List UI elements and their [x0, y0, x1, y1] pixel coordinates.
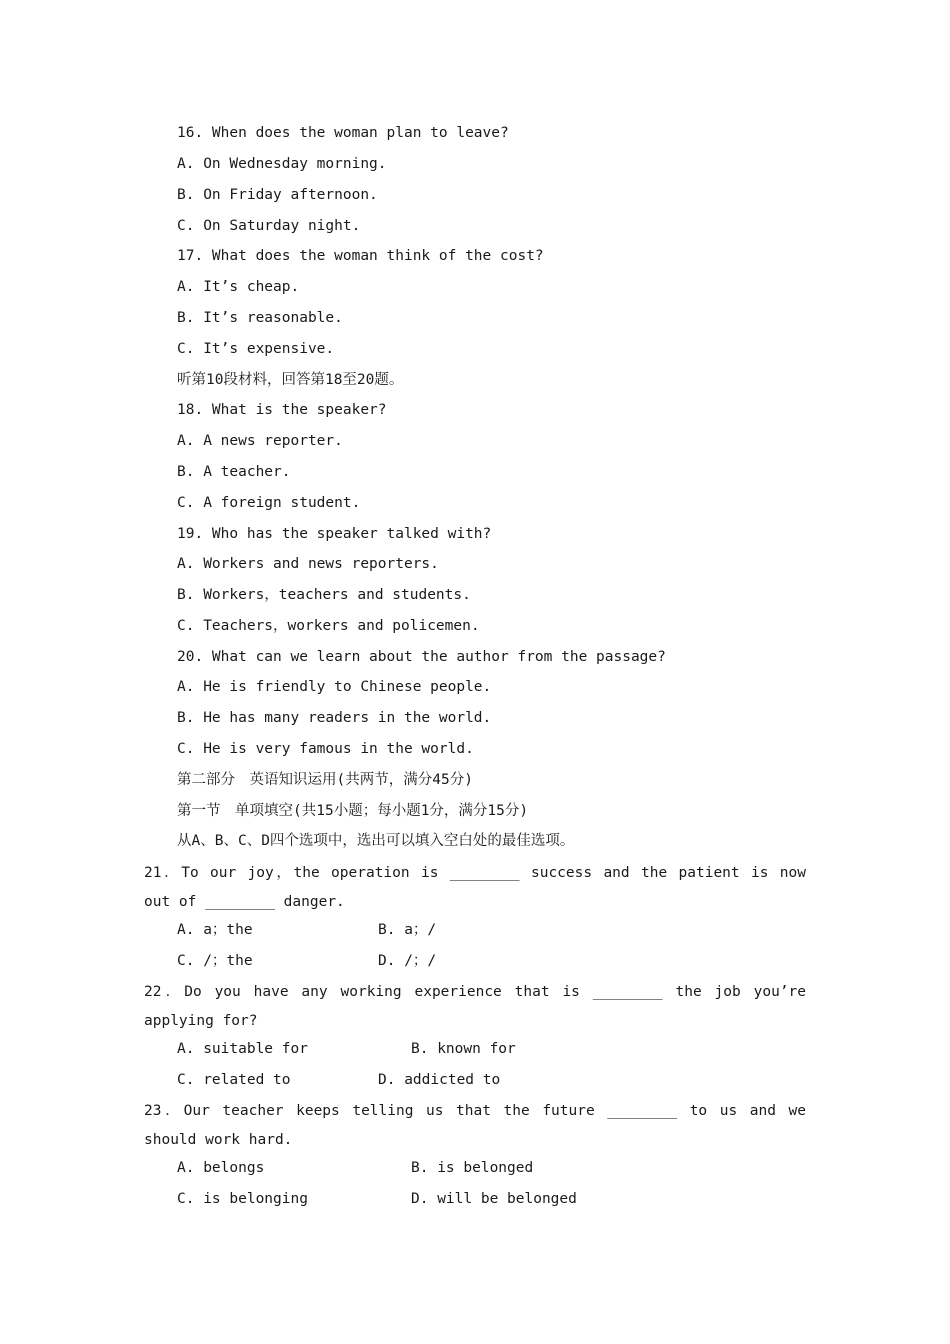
question-21-line-1: 21．To our joy，the operation is ________ success and the patient is now: [144, 865, 806, 881]
option-22a: A. suitable for: [177, 1041, 308, 1057]
option-22b: B. known for: [411, 1041, 516, 1057]
option-18a: A. A news reporter.: [177, 433, 343, 449]
option-19b: B. Workers，teachers and students.: [177, 587, 471, 603]
option-21b: B. a；/: [378, 922, 437, 938]
option-23a: A. belongs: [177, 1160, 265, 1176]
option-16b: B. On Friday afternoon.: [177, 187, 378, 203]
option-17b: B. It’s reasonable.: [177, 310, 343, 326]
option-16c: C. On Saturday night.: [177, 218, 361, 234]
option-16a: A. On Wednesday morning.: [177, 156, 387, 172]
option-20b: B. He has many readers in the world.: [177, 710, 492, 726]
section-10-instruction: 听第10段材料，回答第18至20题。: [177, 372, 404, 388]
option-23d: D. will be belonged: [411, 1191, 577, 1207]
option-22d: D. addicted to: [378, 1072, 501, 1088]
question-23-line-1: 23．Our teacher keeps telling us that the future ________ to us and we: [144, 1103, 806, 1119]
section-instruction: 从A、B、C、D四个选项中，选出可以填入空白处的最佳选项。: [177, 833, 575, 849]
question-18: 18. What is the speaker?: [177, 402, 387, 418]
question-20: 20. What can we learn about the author from the passage?: [177, 649, 666, 665]
question-22-line-1: 22．Do you have any working experience that is ________ the job you’re: [144, 984, 806, 1000]
question-19: 19. Who has the speaker talked with?: [177, 526, 492, 542]
question-23-line-2: should work hard.: [144, 1132, 293, 1148]
option-21c: C. /；the: [177, 953, 253, 969]
option-21d: D. /；/: [378, 953, 437, 969]
question-22-line-2: applying for?: [144, 1013, 258, 1029]
option-23c: C. is belonging: [177, 1191, 308, 1207]
option-23b: B. is belonged: [411, 1160, 534, 1176]
option-20a: A. He is friendly to Chinese people.: [177, 679, 492, 695]
section-1-heading: 第一节 单项填空(共15小题；每小题1分，满分15分): [177, 803, 529, 819]
option-17c: C. It’s expensive.: [177, 341, 335, 357]
option-19a: A. Workers and news reporters.: [177, 556, 439, 572]
option-20c: C. He is very famous in the world.: [177, 741, 474, 757]
option-18b: B. A teacher.: [177, 464, 291, 480]
option-21a: A. a；the: [177, 922, 253, 938]
question-17: 17. What does the woman think of the cost?: [177, 248, 544, 264]
option-18c: C. A foreign student.: [177, 495, 361, 511]
part-2-heading: 第二部分 英语知识运用(共两节，满分45分): [177, 772, 473, 788]
option-19c: C. Teachers，workers and policemen.: [177, 618, 480, 634]
question-21-line-2: out of ________ danger.: [144, 894, 345, 910]
option-22c: C. related to: [177, 1072, 291, 1088]
option-17a: A. It’s cheap.: [177, 279, 300, 295]
question-16: 16. When does the woman plan to leave?: [177, 125, 509, 141]
